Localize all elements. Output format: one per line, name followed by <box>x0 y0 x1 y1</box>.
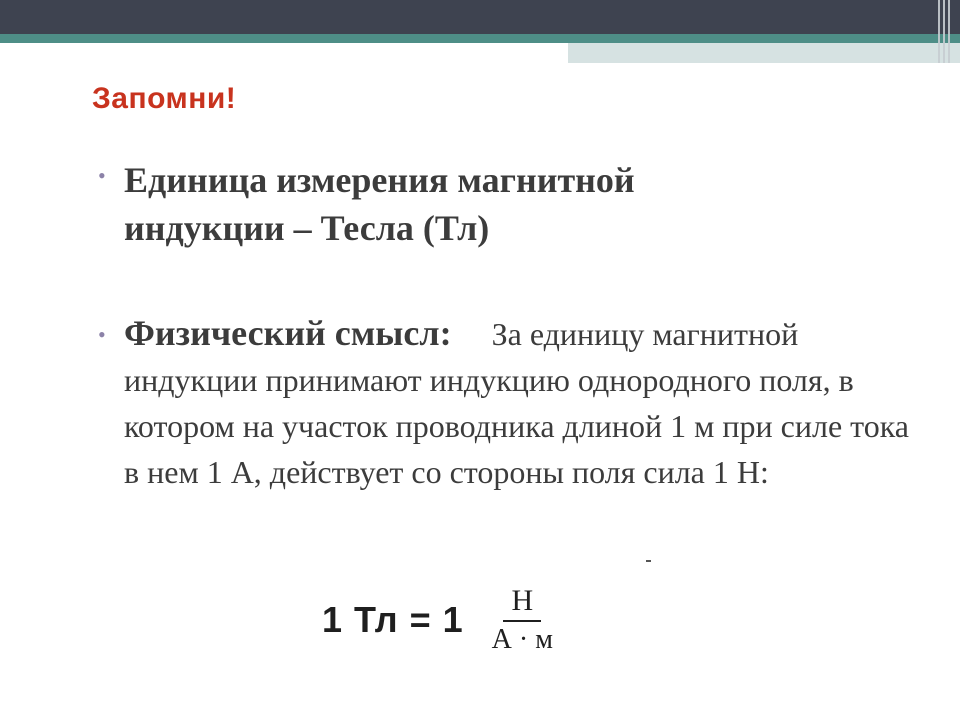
top-bar <box>0 0 960 34</box>
definition-text: За единицу магнитной индукции принимают индукцию однородного поля, в котором на участок проводника длиной 1 м при силе тока в нем 1 А, действует со стороны поля сила 1 Н: <box>124 316 909 490</box>
slide-heading: Запомни! <box>92 82 237 115</box>
decorative-lines <box>938 0 952 63</box>
scan-mark <box>646 560 651 562</box>
formula-numerator: Н <box>503 584 541 622</box>
formula-denominator: А · м <box>491 624 553 655</box>
term-label: Физический смысл: <box>124 313 452 353</box>
bullet-text-unit: Единица измерения магнитной индукции – Тесла (Тл) <box>124 160 635 248</box>
bullet-text-meaning <box>124 310 924 495</box>
accent-strip-light <box>568 43 960 63</box>
formula-lhs: 1 Тл = 1 <box>322 599 464 640</box>
bullet-marker: • <box>98 163 106 188</box>
accent-strip <box>0 34 960 43</box>
formula-fraction <box>492 584 553 656</box>
bullet-marker: • <box>98 322 106 347</box>
tesla-formula <box>322 584 553 656</box>
